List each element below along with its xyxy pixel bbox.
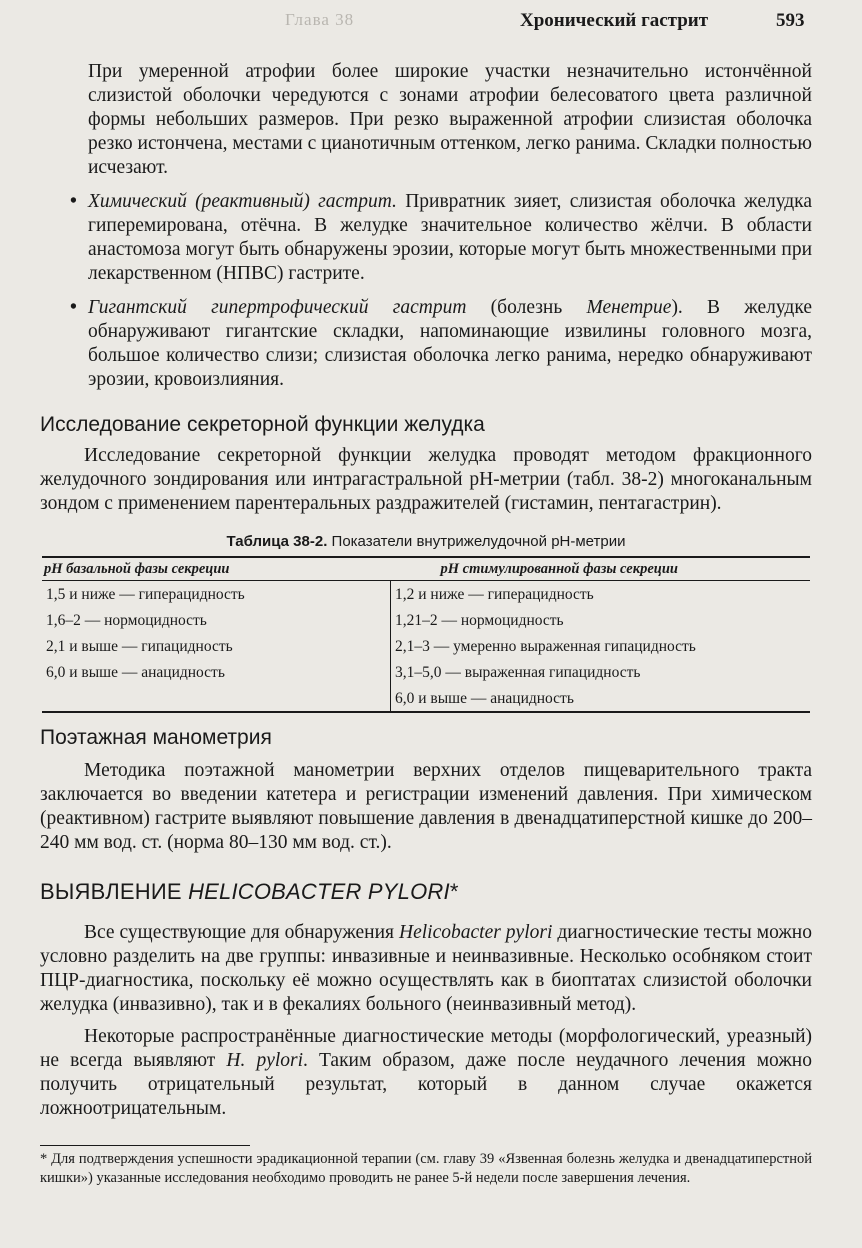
bullet-icon: • <box>70 297 77 318</box>
table-cell: 1,5 и ниже — гиперацидность <box>42 581 391 608</box>
list-item-term: Химический (реактивный) гастрит. <box>88 191 397 212</box>
text-run: Все существующие для обнаружения <box>84 922 400 943</box>
table-cell: 6,0 и выше — анацидность <box>391 685 811 712</box>
table-caption-text: Показатели внутрижелудочной рН-метрии <box>327 533 626 550</box>
table-caption <box>40 532 812 552</box>
table-row <box>42 581 810 608</box>
footnote: * Для подтверждения успешности эрадикационной терапии (см. главу 39 «Язвенная болезнь желудка и двенадцатиперстной кишки») указанные исследования необходимо проводить не ранее 5-й недели после завершения лечения. <box>40 1151 812 1186</box>
table-row <box>42 633 810 659</box>
ph-metry-table <box>42 556 810 713</box>
page-number: 593 <box>776 10 805 31</box>
running-header <box>0 6 862 36</box>
table-row <box>42 659 810 685</box>
table-row <box>42 685 810 712</box>
table-cell: 6,0 и выше — анацидность <box>42 659 391 685</box>
table-cell: 1,21–2 — нормоцидность <box>395 612 564 629</box>
list-item <box>40 296 812 392</box>
gastritis-types-list <box>40 190 812 392</box>
text-run: . Таким образом, даже после неудачного лечения можно получить отрицательный результат, который в данном случае окажется ложноотрицательным. <box>40 1050 812 1119</box>
list-item-term: Менетрие <box>586 297 672 318</box>
secretory-paragraph: Исследование секреторной функции желудка проводят методом фракционного желудочного зондирования или интрагастральной рН-метрии (табл. 38-2) многоканальным зондом с применением парентеральных раздражителей (гистамин, пентагастрин). <box>40 445 812 514</box>
column-header: рН стимулированной фазы секреции <box>391 557 811 581</box>
section-heading-manometry: Поэтажная манометрия <box>40 726 272 749</box>
table-header-row <box>42 557 810 581</box>
manometry-paragraph: Методика поэтажной манометрии верхних отделов пищеварительного тракта заключается во введении катетера и регистрации изменений давления. При химическом (реактивном) гастрите выявляют повышение давления в двенадцатиперстной кишке до 200–240 мм вод. ст. (норма 80–130 мм вод. ст.). <box>40 760 812 853</box>
table-caption-label: Таблица 38-2. <box>226 533 328 550</box>
table-cell: 2,1 и выше — гипацидность <box>42 633 391 659</box>
bullet-icon: • <box>70 191 77 212</box>
footnote-divider <box>40 1145 250 1146</box>
text-run: Некоторые распространённые диагностические методы (морфологический, уреазный) не всегда выявляют <box>40 1026 812 1071</box>
intro-paragraph: При умеренной атрофии более широкие участки незначительно истончённой слизистой оболочки чередуются с зонами атрофии белесоватого цвета различной формы небольших размеров. При резко выраженной атрофии слизистая оболочка резко истончена, местами с цианотичным оттенком, легко ранима. Складки полностью исчезают. <box>88 61 812 178</box>
helicobacter-paragraph-2 <box>40 1025 812 1121</box>
footnote-mark: * <box>449 879 459 904</box>
table-cell: 2,1–3 — умеренно выраженная гипацидность <box>395 638 696 655</box>
heading-prefix: ВЫЯВЛЕНИЕ <box>40 879 189 904</box>
table-cell <box>42 685 391 712</box>
column-header: рН базальной фазы секреции <box>42 557 391 581</box>
bleed-through-text: Глава 38 <box>285 10 355 29</box>
table-cell: 3,1–5,0 — выраженная гипацидность <box>395 664 641 681</box>
helicobacter-paragraph-1 <box>40 921 812 1017</box>
list-item-text: Привратник зияет, слизистая оболочка желудка гиперемирована, отёчна. В желудке значительное количество жёлчи. В области анастомоза могут быть обнаружены эрозии, которые могут быть множественными при лекарственном (НПВС) гастрите. <box>88 191 812 284</box>
page-content <box>40 54 812 1188</box>
section-heading-secretory: Исследование секреторной функции желудка <box>40 413 485 436</box>
list-item-text: ). В желудке обнаруживают гигантские складки, напоминающие извилины головного мозга, большое количество слизи; слизистая оболочка легко ранима, нередко обнаруживают эрозии, кровоизлияния. <box>88 297 812 390</box>
heading-italic: HELICOBACTER PYLORI <box>188 879 450 904</box>
text-run: диагностические тесты можно условно разделить на две группы: инвазивные и неинвазивные. Несколько особняком стоит ПЦР-диагностика, поскольку её можно осуществлять как в биоптатах слизистой оболочки желудка (инвазивно), так и в фекалиях больного (неинвазивный метод). <box>40 922 812 1015</box>
running-title: Хронический гастрит <box>520 10 709 31</box>
list-item <box>40 190 812 286</box>
list-item-text: (болезнь <box>466 297 587 318</box>
table-row <box>42 607 810 633</box>
italic-term: Helicobacter pylori <box>399 922 553 943</box>
italic-term: H. pylori <box>226 1050 304 1071</box>
list-item-term: Гигантский гипертрофический гастрит <box>88 297 467 318</box>
section-heading-helicobacter <box>40 879 812 905</box>
table-cell: 1,6–2 — нормоцидность <box>42 607 391 633</box>
table-cell: 1,2 и ниже — гиперацидность <box>395 586 594 603</box>
